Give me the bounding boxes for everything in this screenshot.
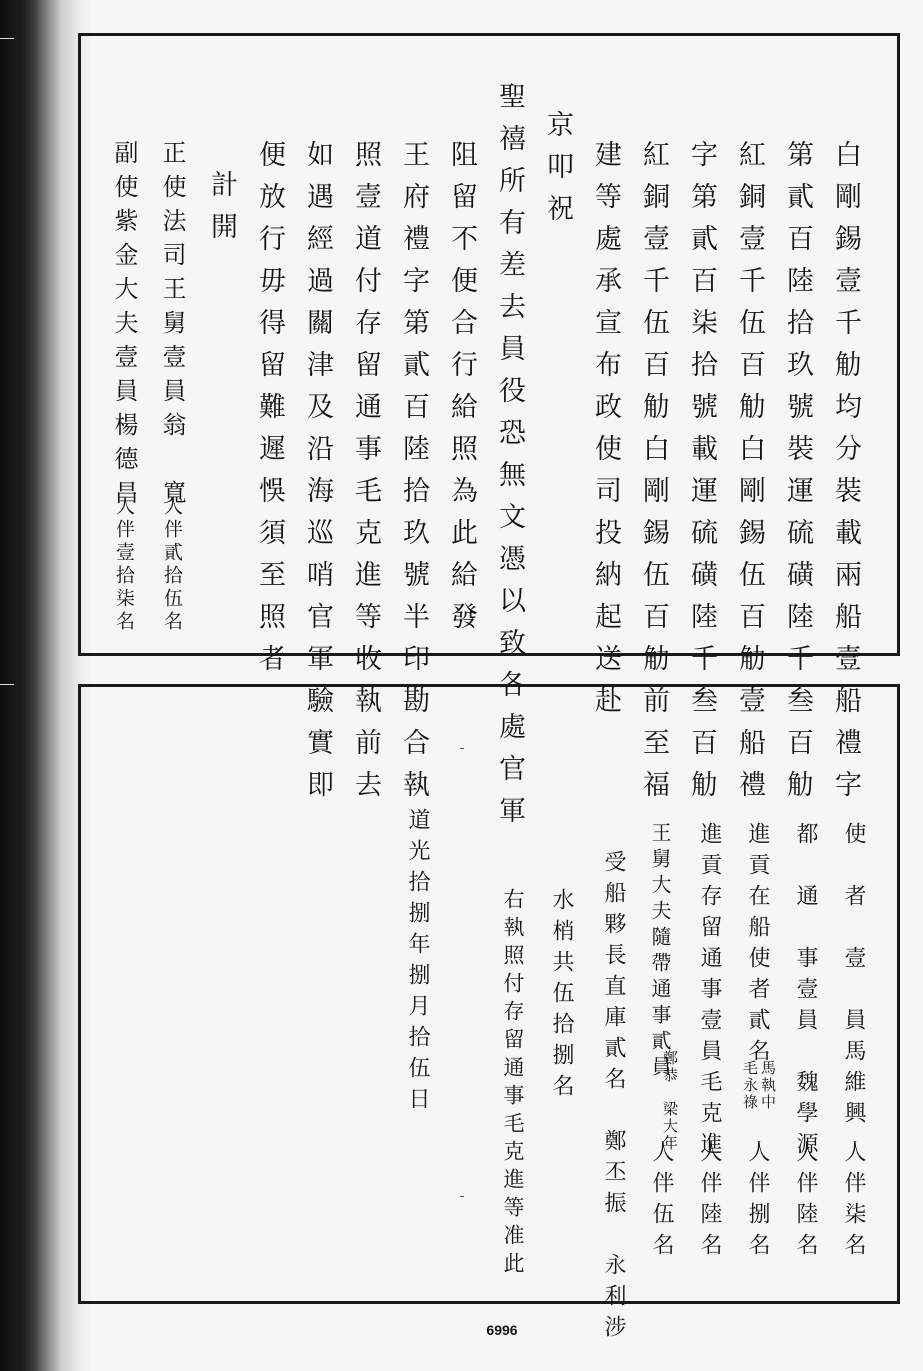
- page-number: 6996: [486, 1322, 518, 1338]
- top-document-panel: [78, 33, 900, 656]
- text-column: 都 通 事壹員 魏學源: [793, 822, 818, 1163]
- attendant-note: 人伴貳拾伍名: [161, 496, 183, 634]
- attendant-note: 人伴壹拾柒名: [113, 496, 135, 634]
- small-name-note: 毛永祿: [741, 1060, 759, 1111]
- text-column: 紅銅壹千伍百觔白剛錫伍百觔壹船禮: [734, 140, 765, 812]
- text-column: 第貳百陸拾玖號裝運硫磺陸千叁百觔: [782, 140, 813, 812]
- text-column: 照壹道付存留通事毛克進等收執前去: [350, 140, 381, 812]
- attendant-note: 人伴伍名: [649, 1140, 674, 1264]
- text-column: 京叩祝: [542, 110, 573, 236]
- small-name-note: 馬執中: [759, 1060, 777, 1111]
- text-column: 計開: [206, 170, 237, 254]
- spine-edge-mark: [0, 38, 14, 39]
- text-column: 進貢在船使者貳名: [745, 822, 770, 1070]
- text-column: 聖禧所有差去員役恐無文憑以致各處官軍: [494, 82, 525, 838]
- text-column: 使 者 壹 員馬維興: [841, 822, 866, 1132]
- text-column: 王舅大夫隨帶通事貳員: [648, 822, 672, 1082]
- text-column: 白剛錫壹千觔均分裝載兩船壹船禮字: [830, 140, 861, 812]
- attendant-note: 人伴陸名: [697, 1140, 722, 1264]
- center-tick: [460, 748, 464, 749]
- text-column: 進貢存留通事壹員毛克進: [697, 822, 722, 1163]
- text-column: 便放行毋得留難遲悞須至照者: [254, 140, 285, 686]
- bottom-document-panel: [78, 684, 900, 1304]
- text-column: 阻留不便合行給照為此給發: [446, 140, 477, 644]
- text-column: 字第貳百柒拾號載運硫磺陸千叁百觔: [686, 140, 717, 812]
- text-column: 副使紫金大夫壹員楊德昌: [110, 140, 138, 514]
- date-column: 道光拾捌年捌月拾伍日: [405, 808, 430, 1118]
- center-tick: [460, 1196, 464, 1197]
- text-column: 水梢共伍拾捌名: [549, 888, 574, 1105]
- small-name-note: 鄭恭 梁大年: [661, 1050, 679, 1152]
- spine-edge-mark: [0, 684, 14, 685]
- attendant-note: 人伴柒名: [841, 1140, 866, 1264]
- text-column: 紅銅壹千伍百觔白剛錫伍百觔前至福: [638, 140, 669, 812]
- text-column: 正使法司王舅壹員翁 寬: [158, 140, 186, 514]
- attendant-note: 人伴捌名: [745, 1140, 770, 1264]
- text-column: 如遇經過關津及沿海巡哨官軍驗實即: [302, 140, 333, 812]
- attendant-note: 人伴陸名: [793, 1140, 818, 1264]
- text-column: 王府禮字第貳百陸拾玖號半印勘合執: [398, 140, 429, 812]
- text-column: 建等處承宣布政使司投納起送赴: [590, 140, 621, 728]
- text-column: 右執照付存留通事毛克進等准此: [501, 888, 525, 1280]
- text-column: 受船夥長直庫貳名 鄭丕振 永利涉: [601, 850, 626, 1346]
